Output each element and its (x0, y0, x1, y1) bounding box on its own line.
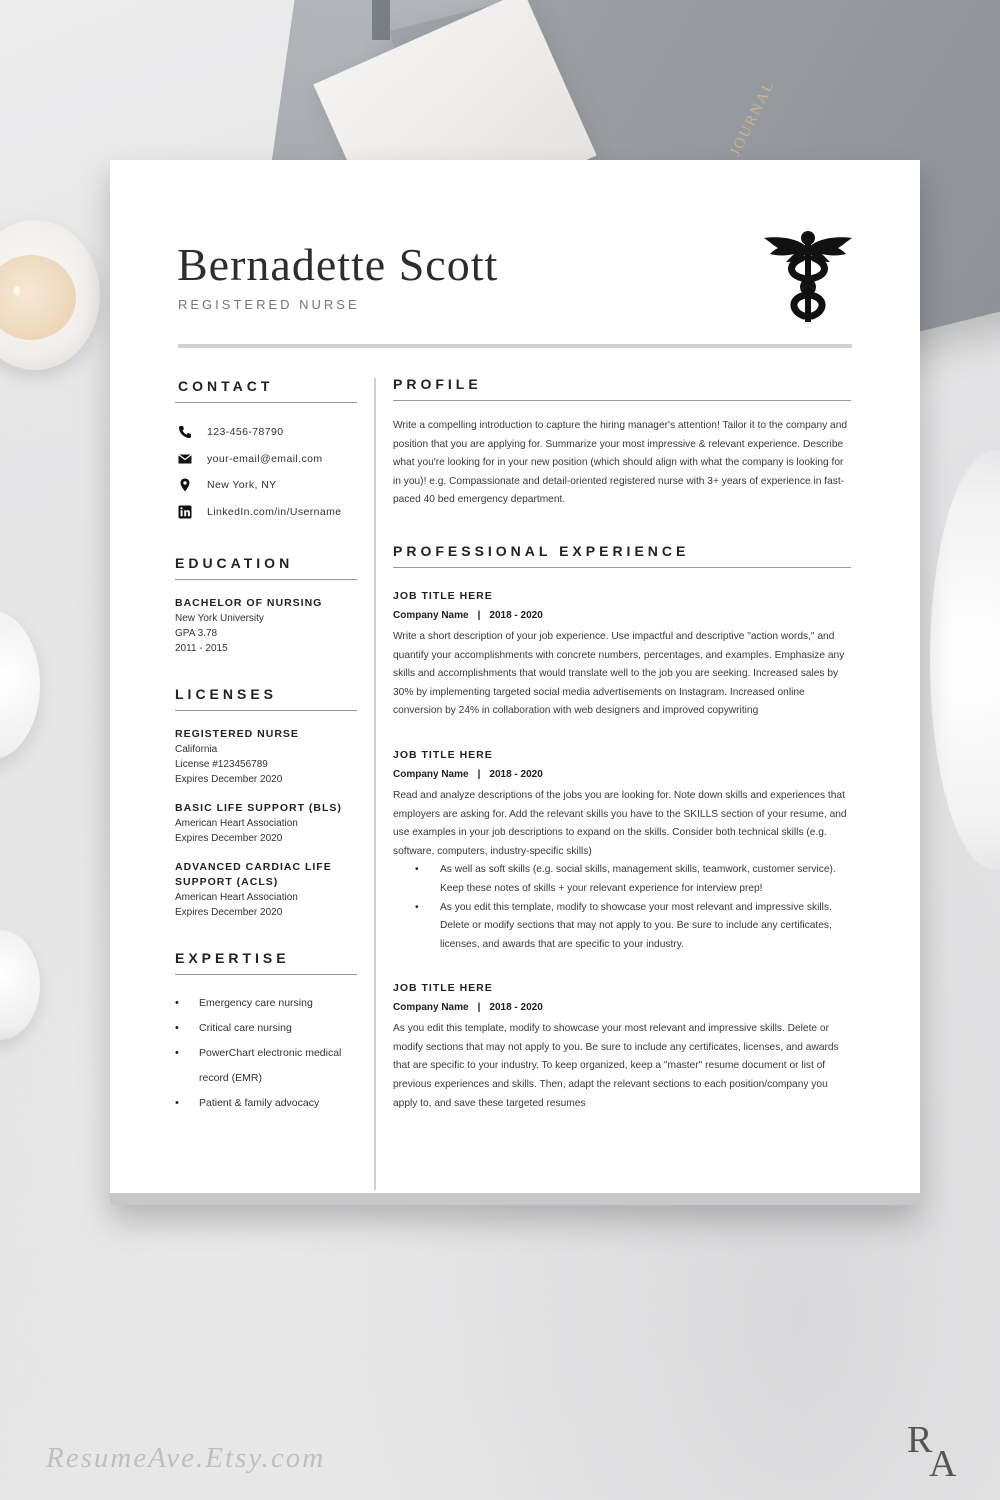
background-bowl (0, 930, 40, 1040)
education-section (175, 555, 357, 656)
job-bullet: • As you edit this template, modify to showcase your most relevant and impressive skills. Delete or modify sections that may not apply to you. Be sure to include any certificates, licenses, and awards that are specific to your industry. (393, 899, 851, 955)
background-book-letter (372, 0, 390, 40)
license-entry (175, 727, 357, 787)
job-separator: | (477, 768, 481, 780)
contact-email-text: your-email@email.com (207, 452, 323, 465)
education-degree: BACHELOR OF NURSING (175, 597, 323, 609)
contact-list (175, 419, 357, 525)
job-separator: | (477, 1002, 481, 1014)
resume-page (110, 160, 920, 1205)
profile-heading: PROFILE (393, 376, 851, 401)
expertise-heading: EXPERTISE (175, 950, 357, 975)
license-entry (175, 801, 357, 846)
svg-text:R: R (907, 1419, 933, 1461)
expertise-list (175, 991, 357, 1116)
phone-icon (178, 425, 192, 439)
job-dates: 2018 - 2020 (489, 1002, 543, 1014)
profile-section (393, 376, 851, 510)
job-entry (393, 978, 851, 1113)
license-line: License #123456789 (175, 759, 268, 770)
background-plate (0, 610, 40, 760)
background-cup (930, 450, 1000, 870)
job-company-line (393, 606, 851, 626)
job-company: Company Name (393, 768, 469, 780)
license-entry (175, 860, 357, 920)
contact-phone (175, 419, 357, 446)
expertise-item: • Emergency care nursing (175, 991, 357, 1016)
license-title: REGISTERED NURSE (175, 728, 299, 740)
education-gpa: GPA 3.78 (175, 628, 218, 639)
license-line: Expires December 2020 (175, 907, 283, 918)
license-title: BASIC LIFE SUPPORT (BLS) (175, 802, 342, 814)
job-description: As you edit this template, modify to showcase your most relevant and impressive skills. Delete or modify sections that may not apply to you. Be sure to include any certificates, licenses, and awards that are specific to your industry. To keep organized, keep a "master" resume document or list of previous experiences and skills. Then, adapt the relevant sections to each position/company you apply to, and save these targeted resumes (393, 1023, 839, 1109)
contact-email (175, 446, 357, 473)
expertise-item: • Patient & family advocacy (175, 1091, 357, 1116)
linkedin-icon (178, 505, 192, 519)
expertise-item: • PowerChart electronic medical record (EMR) (175, 1041, 357, 1091)
left-column (175, 378, 357, 1116)
experience-section (393, 543, 851, 1113)
license-line: California (175, 744, 218, 755)
contact-section (175, 378, 357, 525)
job-title: JOB TITLE HERE (393, 748, 493, 761)
expertise-section (175, 950, 357, 1116)
education-years: 2011 - 2015 (175, 643, 228, 654)
page-edge (110, 1193, 920, 1205)
job-dates: 2018 - 2020 (489, 768, 543, 780)
job-company: Company Name (393, 609, 469, 621)
contact-linkedin-text: LinkedIn.com/in/Username (207, 505, 342, 518)
email-icon (178, 452, 192, 466)
location-pin-icon (178, 478, 192, 492)
license-line: Expires December 2020 (175, 774, 283, 785)
contact-heading: CONTACT (175, 378, 357, 403)
education-entry (175, 596, 357, 656)
experience-heading: PROFESSIONAL EXPERIENCE (393, 543, 851, 568)
job-entry (393, 745, 851, 954)
job-entry (393, 586, 851, 721)
resume-name: Bernadette Scott (177, 239, 499, 290)
job-bullets (393, 861, 851, 954)
job-company-line (393, 765, 851, 785)
right-column (393, 376, 851, 1137)
contact-location (175, 472, 357, 499)
job-title: JOB TITLE HERE (393, 982, 493, 995)
job-separator: | (477, 609, 481, 621)
monogram-logo (905, 1418, 961, 1478)
expertise-item: • Critical care nursing (175, 1016, 357, 1041)
education-school: New York University (175, 613, 264, 624)
header-divider (178, 344, 852, 348)
journal-label: JOURNAL (727, 77, 778, 159)
job-dates: 2018 - 2020 (489, 609, 543, 621)
shop-watermark: ResumeAve.Etsy.com (46, 1442, 326, 1474)
licenses-section (175, 686, 357, 920)
svg-text:A: A (929, 1443, 957, 1478)
column-divider (374, 378, 376, 1190)
job-description: Write a short description of your job experience. Use impactful and descriptive "action words," and quantify your accomplishments with concrete numbers, percentages, and examples. Emphasize any skills and accomplishments that would translate well to the job you are seeking. Increased sales by 30% by implementing targeted social media advertisements on Instagram. Increased online conversion by 24% in collaboration with web designers and improved copywriting (393, 630, 845, 717)
job-company-line (393, 998, 851, 1018)
job-description: Read and analyze descriptions of the jobs you are looking for. Note down skills and experiences that employers are asking for. Add the relevant skills you have to the SKILLS section of your resume, and use examples in your job descriptions to expand on the skills. Consider both technical skills (e.g. software, computers, industry-specific skills) (393, 789, 847, 857)
contact-linkedin (175, 499, 357, 526)
resume-title: REGISTERED NURSE (178, 297, 360, 312)
job-company: Company Name (393, 1002, 469, 1014)
job-title: JOB TITLE HERE (393, 589, 493, 602)
contact-location-text: New York, NY (207, 479, 277, 492)
education-heading: EDUCATION (175, 555, 357, 580)
caduceus-icon (764, 228, 852, 323)
licenses-heading: LICENSES (175, 686, 357, 711)
candle-flame (14, 286, 20, 296)
license-title: ADVANCED CARDIAC LIFE SUPPORT (ACLS) (175, 861, 332, 888)
job-bullet: • As well as soft skills (e.g. social skills, management skills, teamwork, customer service). Keep these notes of skills + your relevant experience for interview prep! (393, 861, 851, 898)
license-line: American Heart Association (175, 818, 298, 829)
license-line: American Heart Association (175, 892, 298, 903)
license-line: Expires December 2020 (175, 833, 283, 844)
contact-phone-text: 123-456-78790 (207, 426, 284, 439)
profile-text: Write a compelling introduction to capture the hiring manager's attention! Tailor it to the company and position that you are applying for. Summarize your most impressive & relevant experience. Describe what you're looking for in your new position (which should align with what the company is looking for in you)! e.g. Compassionate and detail-oriented registered nurse with 3+ years of experience in fast-paced 40 bed emergency department. (393, 420, 848, 506)
